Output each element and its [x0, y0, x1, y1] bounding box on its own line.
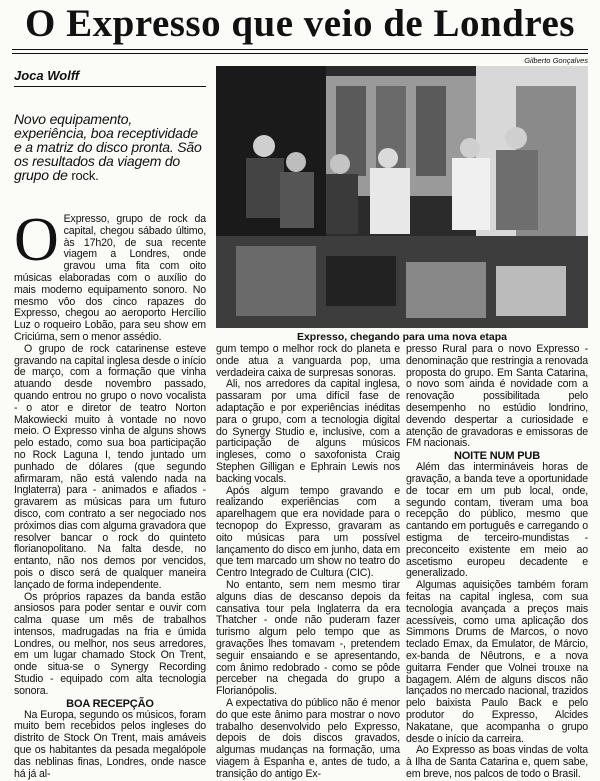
- paragraph: O grupo de rock catarinense esteve gravando na capital inglesa desde o início de março, com a formação que vinha atuando desde novembro passado, quando entrou no grupo o novo vocalista - o ator e diretor de teatro Norton Makowiecki muito à vontade no novo meio. O Expresso vinha de alguns shows pelo estado, como sua boa participação no Rock Laguna I, tendo juntado um punhado de dólares (que segundo afirmaram, não está valendo nada na Inglaterra) para - animados e afiados - gravarem as músicas para um futuro disco, com contrato a ser negociado nos próximos dias com alguma gravadora que resolver bancar o rock do quinteto florianopolitano. Na falta desde, no entanto, não nos demos por vencidos, pois o disco será de qualquer maneira lançado de forma independente.: [14, 342, 206, 591]
- band-photo-illustration: [216, 66, 588, 328]
- subhead-boa-recepcao: BOA RECEPÇÃO: [66, 697, 154, 710]
- byline-rule: [14, 86, 206, 87]
- subhead-noite-num-pub: NOITE NUM PUB: [453, 450, 541, 463]
- byline: Joca Wolff: [14, 68, 80, 83]
- paragraph: A expectativa do público não é menor do que este ânimo para mostrar o novo trabalho desenvolvido pelo Expresso, depois de dois discos gravados, algumas mudanças na formação, uma viagem à Espanha e, antes de tudo, a transição do antigo Ex-: [216, 696, 400, 780]
- paragraph: Além das intermináveis horas de gravação, a banda teve a oportunidade de tocar em um pub local, onde, segundo contam, tiveram uma boa recepção do público, mesmo que cantando em português e carregando o estigma de terceiro-mundistas - preconceito existente em meio ao ascetismo europeu decadente e generalizado.: [406, 461, 588, 580]
- drop-cap: O: [14, 206, 59, 274]
- paragraph: [14, 206, 206, 344]
- photo-credit: Gilberto Gonçalves: [524, 56, 588, 65]
- paragraph: No entanto, sem nem mesmo tirar alguns dias de descanso depois da cansativa tour pela Inglaterra da era Thatcher - onde não puderam fazer turismo algum pelo tempo que as gravações lhes tomavam -, pretendem seguir ensaiando e se apresentando, com ânimo redobrado - como se pôde perceber na chegada do grupo a Florianópolis.: [216, 578, 400, 698]
- paragraph: Ao Expresso as boas vindas de volta à Ilha de Santa Catarina e, quem sabe, em breve, nos palcos de todo o Brasil.: [406, 744, 588, 780]
- top-rule: [12, 49, 588, 50]
- paragraph: Após algum tempo gravando e realizando experiências com a aparelhagem que era novidade para o tecnopop do Expresso, gravaram as oito músicas para um possível lançamento do disco em junho, data em que tem marcado um show no teatro do Centro Integrado de Cultura (CIC).: [216, 484, 400, 580]
- paragraph: presso Rural para o novo Expresso - denominação que restringia a renovada proposta do grupo. Em Santa Catarina, o novo som ainda é novidade com a renovação possibilitada pelo desempenho no estúdio londrino, devendo despertar a curiosidade e atenção de gravadoras e emissoras de FM nacionais.: [406, 343, 588, 450]
- photo-caption: Expresso, chegando para uma nova etapa: [296, 331, 508, 343]
- paragraph: Ali, nos arredores da capital inglesa, passaram por uma difícil fase de adaptação e por experiências inéditas para o grupo, com a tecnologia digital do Synergy Studio e, inclusive, com a participação de alguns músicos ingleses, como o saxofonista Craig Stephen Gilligan e Ephrain Lewis nos backing vocals.: [216, 378, 400, 485]
- headline: O Expresso que veio de Londres: [25, 2, 575, 45]
- paragraph: Na Europa, segundo os músicos, foram muito bem recebidos pelos ingleses do distrito de Stock On Trent, mais amáveis que os habitantes da pesada megalópole das neblinas finas, Londres, onde nasce há já al-: [14, 708, 206, 780]
- column-3: [406, 344, 588, 781]
- deck-tail: rock.: [71, 168, 99, 183]
- paragraph: Algumas aquisições também foram feitas na capital inglesa, com sua tecnologia avançada a preços mais acessíveis, como uma aplicação dos Simmons Drums de Marcos, o novo teclado Emax, da Emulator, de Márcio, ex-banda de Nêutrons, e a nova guitarra Fender que Volnei trouxe na bagagem. Além de alguns discos não lançados no mercado nacional, trazidos pelo baixista Paulo Back e pelo produtor do Expresso, Alcides Nakatane, que acompanha o grupo desde o início da carreira.: [406, 579, 588, 745]
- column-1: [14, 206, 206, 780]
- paragraph: Os próprios rapazes da banda estão ansiosos para poder sentar e ouvir com calma quase um mês de trabalhos intensos, madrugadas na fria e úmida Londres, ou melhor, nos seus arredores, em um lugar chamado Stock On Trent, onde situa-se o Synergy Recording Studio - equipado com alta tecnologia sonora.: [14, 590, 206, 697]
- paragraph: gum tempo o melhor rock do planeta e onde atua a vanguarda pop, uma verdadeira caixa de surpresas sonoras.: [216, 343, 400, 379]
- column-2: [216, 344, 400, 780]
- deck-text: Novo equipamento, experiência, boa receptividade e a matriz do disco pronta. São os resultados da viagem do grupo de: [14, 111, 202, 183]
- top-rule-thin: [12, 53, 588, 54]
- deck: [14, 112, 206, 183]
- paragraph-text: Expresso, grupo de rock da capital, chegou sábado último, às 17h20, de sua recente viagem a Londres, onde gravou uma fita com oito músicas elaboradas com o auxílio do mais moderno equipamento sonoro. No mesmo vôo dos cinco rapazes do Expresso, chegou ao aeroporto Hercílio Luz o roqueiro Lobão, para seu show em Criciúma, sem o menor assédio.: [14, 213, 206, 343]
- band-photo: [216, 66, 588, 328]
